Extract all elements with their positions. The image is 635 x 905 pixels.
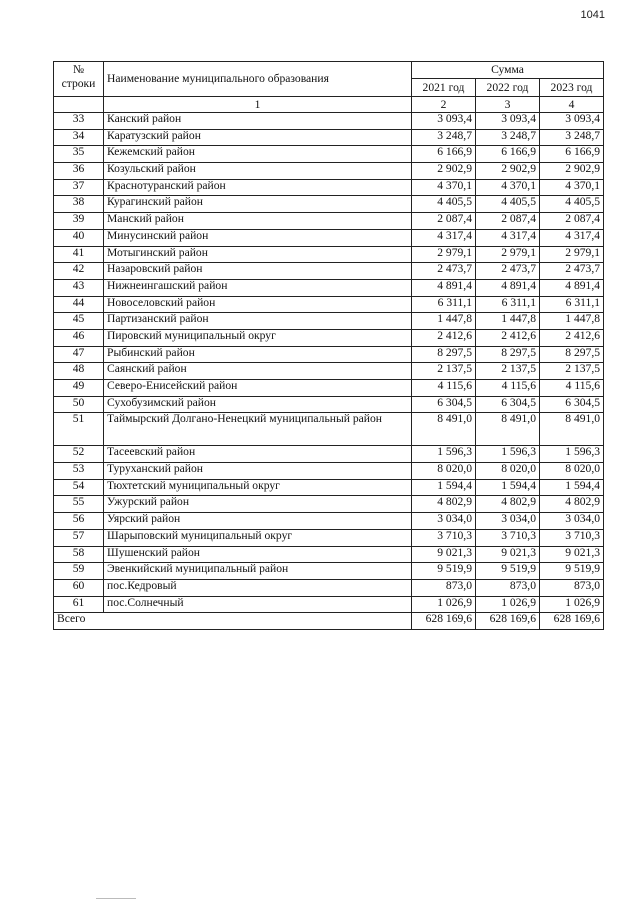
amount-2023-cell: 4 405,5 [540,196,604,213]
table-body [54,113,604,630]
amount-2022-cell: 3 034,0 [476,513,540,530]
row-number-cell: 57 [54,529,104,546]
amount-2023-cell: 6 166,9 [540,146,604,163]
row-number-header [54,62,104,97]
row-number-cell: 45 [54,313,104,330]
municipality-name-cell: Канский район [104,113,412,130]
municipality-name-cell: Партизанский район [104,313,412,330]
row-number-cell: 52 [54,446,104,463]
row-number-cell: 46 [54,329,104,346]
amount-2022-cell: 2 087,4 [476,213,540,230]
amount-2023-cell: 3 034,0 [540,513,604,530]
municipality-name-cell: Ужурский район [104,496,412,513]
budget-table [53,61,604,630]
municipality-name-cell: Новоселовский район [104,296,412,313]
row-number-cell: 58 [54,546,104,563]
amount-2021-cell: 8 491,0 [412,413,476,446]
year-2022-header: 2022 год [476,79,540,97]
amount-2022-cell: 2 137,5 [476,363,540,380]
table-row [54,479,604,496]
amount-2021-cell: 9 519,9 [412,563,476,580]
total-2023: 628 169,6 [540,613,604,630]
row-number-header-line2: строки [61,77,96,91]
municipality-name-cell: Манский район [104,213,412,230]
amount-2023-cell: 9 519,9 [540,563,604,580]
table-row [54,179,604,196]
table-row [54,596,604,613]
row-number-cell: 35 [54,146,104,163]
amount-2023-cell: 2 087,4 [540,213,604,230]
amount-2022-cell: 3 248,7 [476,129,540,146]
amount-2022-cell: 8 491,0 [476,413,540,446]
table-row [54,546,604,563]
table-row [54,446,604,463]
amount-2021-cell: 9 021,3 [412,546,476,563]
amount-2021-cell: 1 594,4 [412,479,476,496]
table-row [54,463,604,480]
table-row [54,563,604,580]
table-row [54,146,604,163]
year-2021-header: 2021 год [412,79,476,97]
amount-2021-cell: 4 802,9 [412,496,476,513]
amount-2021-cell: 2 473,7 [412,263,476,280]
amount-2023-cell: 2 473,7 [540,263,604,280]
municipality-name-cell: Нижнеингашский район [104,279,412,296]
municipality-name-cell: Каратузский район [104,129,412,146]
amount-2021-cell: 2 979,1 [412,246,476,263]
amount-2023-cell: 1 026,9 [540,596,604,613]
row-number-cell: 44 [54,296,104,313]
amount-2023-cell: 8 491,0 [540,413,604,446]
table-row [54,513,604,530]
row-number-cell: 41 [54,246,104,263]
amount-2022-cell: 1 026,9 [476,596,540,613]
amount-2021-cell: 4 370,1 [412,179,476,196]
amount-2022-cell: 8 020,0 [476,463,540,480]
municipality-name-header: Наименование муниципального образования [104,62,412,97]
amount-2023-cell: 2 137,5 [540,363,604,380]
amount-2021-cell: 4 317,4 [412,229,476,246]
municipality-name-cell: Саянский район [104,363,412,380]
amount-2022-cell: 1 594,4 [476,479,540,496]
amount-2022-cell: 6 304,5 [476,396,540,413]
total-2021: 628 169,6 [412,613,476,630]
table-row [54,413,604,446]
table-header [54,62,604,113]
amount-2023-cell: 1 596,3 [540,446,604,463]
row-number-cell: 43 [54,279,104,296]
row-number-cell: 50 [54,396,104,413]
row-number-cell: 38 [54,196,104,213]
municipality-name-cell: Шарыповский муниципальный округ [104,529,412,546]
amount-2022-cell: 1 447,8 [476,313,540,330]
municipality-name-cell: Рыбинский район [104,346,412,363]
table-row [54,579,604,596]
amount-2022-cell: 4 802,9 [476,496,540,513]
amount-2022-cell: 4 370,1 [476,179,540,196]
amount-2021-cell: 3 710,3 [412,529,476,546]
municipality-name-cell: Эвенкийский муниципальный район [104,563,412,580]
table-row [54,380,604,397]
row-number-cell: 55 [54,496,104,513]
row-number-cell: 34 [54,129,104,146]
amount-2023-cell: 3 093,4 [540,113,604,130]
municipality-name-cell: Северо-Енисейский район [104,380,412,397]
amount-2023-cell: 4 891,4 [540,279,604,296]
amount-2021-cell: 1 596,3 [412,446,476,463]
amount-2022-cell: 9 519,9 [476,563,540,580]
amount-2021-cell: 1 026,9 [412,596,476,613]
municipality-name-cell: Таймырский Долгано-Ненецкий муниципальный район [104,413,412,446]
table-row [54,263,604,280]
amount-2022-cell: 2 979,1 [476,246,540,263]
row-number-cell: 37 [54,179,104,196]
municipality-name-cell: Туруханский район [104,463,412,480]
row-number-cell: 40 [54,229,104,246]
amount-2023-cell: 4 317,4 [540,229,604,246]
column-index-cell: 3 [476,97,540,113]
amount-2021-cell: 2 137,5 [412,363,476,380]
table-row [54,213,604,230]
municipality-name-cell: Тасеевский район [104,446,412,463]
amount-2022-cell: 4 115,6 [476,380,540,397]
amount-2021-cell: 4 891,4 [412,279,476,296]
amount-2023-cell: 2 902,9 [540,163,604,180]
table-row [54,496,604,513]
table-row [54,163,604,180]
municipality-name-cell: Сухобузимский район [104,396,412,413]
year-2023-header: 2023 год [540,79,604,97]
row-number-cell: 51 [54,413,104,446]
row-number-header-line1: № [72,63,85,76]
amount-2022-cell: 8 297,5 [476,346,540,363]
municipality-name-cell: Курагинский район [104,196,412,213]
column-index-cell: 4 [540,97,604,113]
row-number-cell: 48 [54,363,104,380]
row-number-cell: 56 [54,513,104,530]
table-row [54,279,604,296]
amount-2021-cell: 3 248,7 [412,129,476,146]
amount-2022-cell: 1 596,3 [476,446,540,463]
amount-2022-cell: 873,0 [476,579,540,596]
amount-2023-cell: 8 020,0 [540,463,604,480]
amount-2021-cell: 4 115,6 [412,380,476,397]
amount-2021-cell: 4 405,5 [412,196,476,213]
row-number-cell: 42 [54,263,104,280]
amount-2021-cell: 8 020,0 [412,463,476,480]
amount-2023-cell: 1 447,8 [540,313,604,330]
amount-2022-cell: 2 473,7 [476,263,540,280]
amount-2023-cell: 6 304,5 [540,396,604,413]
amount-2023-cell: 4 802,9 [540,496,604,513]
column-index-cell: 2 [412,97,476,113]
page-number: 1041 [580,9,605,21]
municipality-name-cell: Мотыгинский район [104,246,412,263]
total-row [54,613,604,630]
amount-2021-cell: 8 297,5 [412,346,476,363]
municipality-name-cell: пос.Кедровый [104,579,412,596]
table-row [54,363,604,380]
row-number-cell: 36 [54,163,104,180]
amount-2022-cell: 4 405,5 [476,196,540,213]
row-number-cell: 39 [54,213,104,230]
amount-2022-cell: 3 093,4 [476,113,540,130]
row-number-cell: 33 [54,113,104,130]
column-index-row [54,97,604,113]
amount-2023-cell: 2 979,1 [540,246,604,263]
row-number-cell: 47 [54,346,104,363]
sum-header: Сумма [412,62,604,79]
amount-2022-cell: 6 311,1 [476,296,540,313]
municipality-name-cell: Тюхтетский муниципальный округ [104,479,412,496]
amount-2023-cell: 8 297,5 [540,346,604,363]
amount-2021-cell: 6 304,5 [412,396,476,413]
table-row [54,129,604,146]
table-row [54,346,604,363]
municipality-name-cell: пос.Солнечный [104,596,412,613]
municipality-name-cell: Кежемский район [104,146,412,163]
amount-2022-cell: 4 317,4 [476,229,540,246]
row-number-cell: 59 [54,563,104,580]
amount-2021-cell: 2 412,6 [412,329,476,346]
table-row [54,296,604,313]
municipality-name-cell: Шушенский район [104,546,412,563]
amount-2021-cell: 2 087,4 [412,213,476,230]
municipality-name-cell: Козульский район [104,163,412,180]
amount-2022-cell: 2 412,6 [476,329,540,346]
amount-2023-cell: 3 248,7 [540,129,604,146]
municipality-name-cell: Назаровский район [104,263,412,280]
table-row [54,329,604,346]
municipality-name-cell: Минусинский район [104,229,412,246]
amount-2021-cell: 6 311,1 [412,296,476,313]
row-number-cell: 53 [54,463,104,480]
amount-2022-cell: 6 166,9 [476,146,540,163]
amount-2021-cell: 1 447,8 [412,313,476,330]
column-index-cell [54,97,104,113]
table-row [54,229,604,246]
amount-2022-cell: 2 902,9 [476,163,540,180]
municipality-name-cell: Пировский муниципальный округ [104,329,412,346]
amount-2023-cell: 2 412,6 [540,329,604,346]
footer-mark [96,898,136,899]
total-label: Всего [54,613,412,630]
amount-2022-cell: 3 710,3 [476,529,540,546]
amount-2022-cell: 4 891,4 [476,279,540,296]
table-row [54,313,604,330]
column-index-cell: 1 [104,97,412,113]
amount-2021-cell: 2 902,9 [412,163,476,180]
amount-2023-cell: 1 594,4 [540,479,604,496]
amount-2023-cell: 9 021,3 [540,546,604,563]
table-row [54,196,604,213]
amount-2023-cell: 4 115,6 [540,380,604,397]
row-number-cell: 60 [54,579,104,596]
amount-2023-cell: 3 710,3 [540,529,604,546]
amount-2023-cell: 6 311,1 [540,296,604,313]
row-number-cell: 49 [54,380,104,397]
amount-2023-cell: 4 370,1 [540,179,604,196]
municipality-name-cell: Уярский район [104,513,412,530]
amount-2021-cell: 3 093,4 [412,113,476,130]
table-row [54,246,604,263]
row-number-cell: 61 [54,596,104,613]
amount-2021-cell: 3 034,0 [412,513,476,530]
total-2022: 628 169,6 [476,613,540,630]
amount-2023-cell: 873,0 [540,579,604,596]
amount-2021-cell: 6 166,9 [412,146,476,163]
table-row [54,529,604,546]
amount-2021-cell: 873,0 [412,579,476,596]
amount-2022-cell: 9 021,3 [476,546,540,563]
row-number-cell: 54 [54,479,104,496]
table-row [54,113,604,130]
municipality-name-cell: Краснотуранский район [104,179,412,196]
table-row [54,396,604,413]
